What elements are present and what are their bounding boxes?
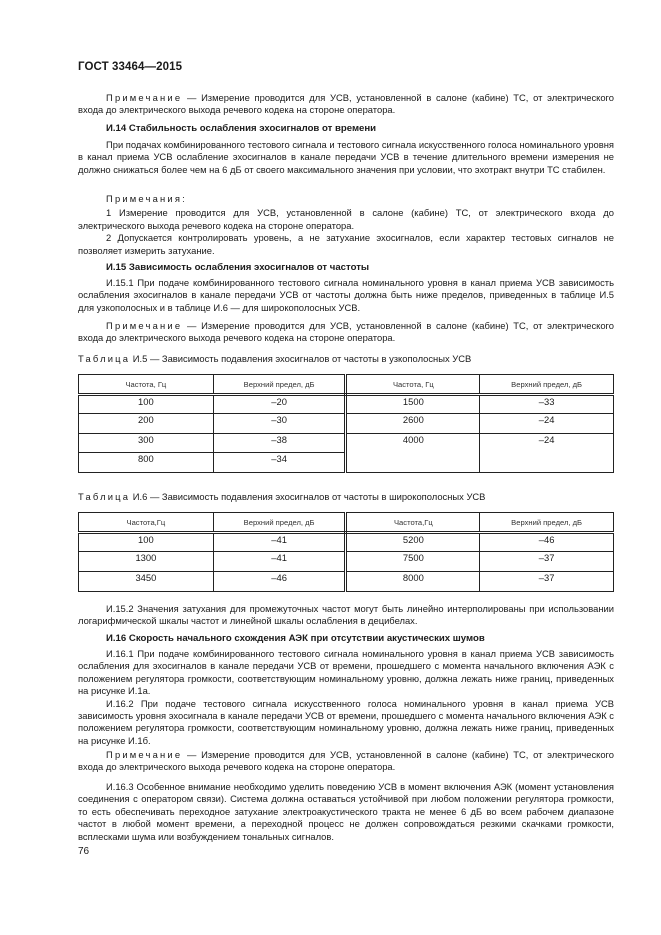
column-header: Частота, Гц	[346, 375, 480, 395]
caption-text: И.5 — Зависимость подавления эхосигналов от частоты в узкополосных УСВ	[130, 353, 472, 364]
paragraph: И.16.3 Особенное внимание необходимо уделить поведению УСВ в момент включения АЭК (момент установления соединения с оператором связи). Система должна оставаться устойчивой при любом положении регулятора громкости, то есть обеспечивать переходное затухание электроакустического тракта не менее 6 дБ во всем рабочем диапазоне частот в любой момент времени, а переходной процесс не должен сопровождаться резкими скачками громкости, всплесками шума или возбуждением тональных сигналов.	[78, 781, 614, 842]
page-number: 76	[78, 846, 90, 857]
table-cell: 800	[79, 453, 214, 473]
note-2: 2 Допускается контролировать уровень, а не затухание эхосигналов, если характер тестовых сигналов не позволяет измерить затухание.	[78, 232, 614, 256]
note-top	[78, 92, 614, 117]
table-cell: –46	[213, 572, 346, 592]
caption-label: Таблица	[78, 353, 131, 364]
paragraph: И.16.1 При подаче комбинированного тестового сигнала номинального уровня в канал приема УСВ зависимость ослабления для эхосигналов в канале передачи УСВ от времени, прошедшего с момента начального включения АЭК с положением регулятора громкости, соответствующим номинальному уровню, должна лежать ниже границ, приведенных на рисунке И.1а.	[78, 648, 614, 697]
paragraph: И.15.2 Значения затухания для промежуточных частот могут быть линейно интерполированы при использовании логарифмической шкалы частот и линейной шкалы ослабления в децибелах.	[78, 603, 614, 627]
section-i15-p1	[78, 277, 614, 314]
table-cell: 200	[79, 414, 214, 434]
table-cell: 5200	[346, 533, 480, 552]
table-row	[79, 434, 614, 453]
table5-caption	[78, 353, 471, 364]
section-heading-i16: И.16 Скорость начального схождения АЭК при отсутствии акустических шумов	[106, 633, 485, 644]
table-cell: 4000	[346, 434, 480, 473]
column-header: Частота, Гц	[79, 375, 214, 395]
table-i6	[78, 512, 614, 592]
note-text: — Измерение проводится для УСВ, установленной в салоне (кабине) ТС, от электрического входа до электрического выхода речевого кодека на стороне оператора.	[78, 92, 614, 116]
table-cell: –24	[480, 434, 614, 473]
table-cell: 300	[79, 434, 214, 453]
table-cell: –30	[213, 414, 346, 434]
table-cell: –33	[480, 395, 614, 414]
table-i5	[78, 374, 614, 473]
note-label: Примечание	[106, 320, 183, 331]
table-cell: 7500	[346, 552, 480, 572]
table-cell: 3450	[79, 572, 214, 592]
table-row	[79, 533, 614, 552]
section-i14-body	[78, 139, 614, 176]
section-i16-body	[78, 648, 614, 747]
note-text: — Измерение проводится для УСВ, установленной в салоне (кабине) ТС, от электрического входа до электрического выхода речевого кодека на стороне оператора.	[78, 749, 614, 773]
paragraph: И.15.1 При подаче комбинированного тестового сигнала номинального уровня в канал приема УСВ зависимость ослабления эхосигналов в канале передачи УСВ от частоты должна быть ниже пределов, приведенных в таблице И.5 для узкополосных и в таблице И.6 — для широкополосных УСВ.	[78, 277, 614, 313]
table-cell: –38	[213, 434, 346, 453]
table-row	[79, 395, 614, 414]
notes-label: Примечания:	[106, 193, 187, 204]
table-cell: –41	[213, 533, 346, 552]
column-header: Верхний предел, дБ	[480, 375, 614, 395]
section-i14-notes	[78, 193, 614, 257]
column-header: Верхний предел, дБ	[213, 375, 346, 395]
note-label: Примечание	[106, 749, 183, 760]
table-cell: 1500	[346, 395, 480, 414]
section-heading-i15: И.15 Зависимость ослабления эхосигналов от частоты	[106, 262, 370, 273]
table-cell: 8000	[346, 572, 480, 592]
paragraph: При подачах комбинированного тестового сигнала и тестового сигнала искусственного голоса номинального уровня в канал приема УСВ ослабление эхосигналов в канале передачи УСВ в течение длительного времени измерения не должно снижаться более чем на 6 дБ от своего максимального значения при условии, что эхотракт внутри ТС стабилен.	[78, 139, 614, 175]
column-header: Верхний предел, дБ	[480, 513, 614, 533]
caption-text: И.6 — Зависимость подавления эхосигналов от частоты в широкополосных УСВ	[130, 491, 486, 502]
section-heading-i14: И.14 Стабильность ослабления эхосигналов от времени	[106, 123, 377, 134]
column-header: Частота,Гц	[346, 513, 480, 533]
table-cell: –24	[480, 414, 614, 434]
section-i16-p3	[78, 781, 614, 843]
table6-caption	[78, 491, 485, 502]
document-header: ГОСТ 33464—2015	[78, 61, 183, 73]
section-i15-note	[78, 320, 614, 345]
table-cell: 100	[79, 533, 214, 552]
table-row	[79, 552, 614, 572]
section-i16-note	[78, 749, 614, 774]
table-cell: 1300	[79, 552, 214, 572]
paragraph: И.16.2 При подаче тестового сигнала искусственного голоса номинального уровня в канал приема УСВ зависимость уровня эхосигнала в канале передачи УСВ от времени, прошедшего с момента начального включения АЭК с положением регулятора громкости, соответствующим номинальному уровню, должна лежать ниже границ, приведенных на рисунке И.1б.	[78, 697, 614, 746]
note-text: — Измерение проводится для УСВ, установленной в салоне (кабине) ТС, от электрического входа до электрического выхода речевого кодека на стороне оператора.	[78, 320, 614, 344]
column-header: Частота,Гц	[79, 513, 214, 533]
table-cell: –20	[213, 395, 346, 414]
column-header: Верхний предел, дБ	[213, 513, 346, 533]
table-cell: –34	[213, 453, 346, 473]
table-cell: 2600	[346, 414, 480, 434]
table-cell: –37	[480, 552, 614, 572]
section-i15-p2	[78, 603, 614, 628]
table-cell: –37	[480, 572, 614, 592]
note-1: 1 Измерение проводится для УСВ, установленной в салоне (кабине) ТС, от электрического входа до электрического выхода речевого кодека на стороне оператора.	[78, 207, 614, 231]
table-row	[79, 414, 614, 434]
table-cell: 100	[79, 395, 214, 414]
table-cell: –46	[480, 533, 614, 552]
note-label: Примечание	[106, 92, 183, 103]
table-cell: –41	[213, 552, 346, 572]
table-row	[79, 572, 614, 592]
caption-label: Таблица	[78, 491, 131, 502]
